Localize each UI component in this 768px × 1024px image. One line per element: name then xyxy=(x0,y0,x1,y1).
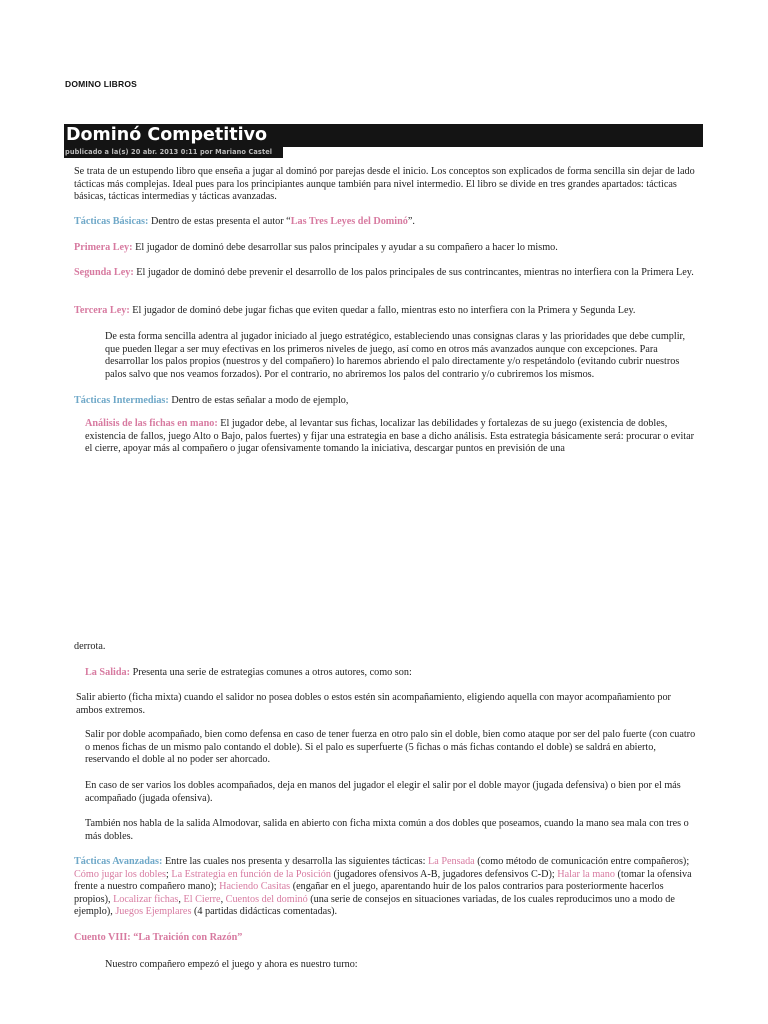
cuentos-domino-link[interactable]: Cuentos del dominó xyxy=(225,893,308,905)
intermediate-tactics-paragraph xyxy=(74,395,698,408)
salida-option-3: En caso de ser varios los dobles acompañados, deja en manos del jugador el elegir el salir por el doble mayor (jugada defensiva) o bien por el más acompañado (jugada ofensiva). xyxy=(85,780,681,804)
strategy-paragraph: De esta forma sencilla adentra al jugador iniciado al juego estratégico, estableciendo unas consignas claras y las prioridades que debe cumplir, que pueden llegar a ser muy efectivas en los primeros niveles de juego, así como en otros más avanzados aunque con excepciones. Para desarrollar los palos propios (nuestros y del compañero) lo haremos abriendo el palo directamente y/o respetándolo (evitando cubrir nuestros palos salvo que nos veamos forzados). Por el contrario, no abriremos los palos del contrario y/o cubriremos los mismos. xyxy=(105,331,686,380)
salida-text: Presenta una serie de estrategias comunes a otros autores, como son: xyxy=(130,667,412,678)
el-cierre-link[interactable]: El Cierre xyxy=(183,893,221,905)
intermediate-tactics-label: Tácticas Intermedias: xyxy=(74,395,169,406)
cuento-title: Cuento VIII: “La Traición con Razón” xyxy=(74,932,243,943)
estrategia-posicion-link[interactable]: La Estrategia en función de la Posición xyxy=(171,868,331,880)
intro-paragraph: Se trata de un estupendo libro que enseña a jugar al dominó por parejas desde el inicio. Los conceptos son explicados de forma sencilla sin dejar de lado tácticas más complejas. Ideal pues para los principiantes aunque también para nivel intermedio. El libro se divide en tres grandes apartados: tácticas básicas, tácticas intermedias y tácticas avanzadas. xyxy=(74,166,695,203)
third-law-text: El jugador de dominó debe jugar fichas que eviten quedar a fallo, mientras esto no interfiera con la Primera y Segunda Ley. xyxy=(129,305,636,316)
third-law-label: Tercera Ley: xyxy=(74,305,130,316)
cuento-heading xyxy=(74,932,698,945)
first-law-paragraph xyxy=(74,242,698,255)
derrota-text: derrota. xyxy=(74,641,106,652)
advanced-tactics-text-9: (una serie de consejos en situaciones variadas, de los cuales reproducimos uno a modo de ejemplo), xyxy=(74,893,675,918)
salida-option-1: Salir abierto (ficha mixta) cuando el salidor no posea dobles o estos estén sin acompañamiento, eligiendo aquella con mayor acompañamiento por ambos extremos. xyxy=(76,692,671,716)
basic-tactics-text: Dentro de estas presenta el autor “ xyxy=(148,216,291,227)
third-law-paragraph xyxy=(74,305,698,318)
haciendo-casitas-link[interactable]: Haciendo Casitas xyxy=(219,881,291,893)
como-jugar-dobles-link[interactable]: Cómo jugar los dobles xyxy=(74,868,166,880)
salida-option-4: También nos habla de la salida Almodovar, salida en abierto con ficha mixta común a dos dobles que poseamos, cuando la mano sea mala con tres o más dobles. xyxy=(85,818,689,842)
first-law-label: Primera Ley: xyxy=(74,242,133,253)
advanced-tactics-text-10: (4 partidas didácticas comentadas). xyxy=(191,906,338,918)
three-laws-link[interactable]: Las Tres Leyes del Dominó xyxy=(290,216,408,227)
basic-tactics-label: Tácticas Básicas: xyxy=(74,216,149,227)
salida-paragraph xyxy=(74,667,698,680)
intermediate-tactics-text: Dentro de estas señalar a modo de ejemplo, xyxy=(168,395,349,406)
advanced-tactics-text-3: ; xyxy=(165,868,172,880)
advanced-tactics-text-6: (engañar en el juego, aparentando huir de los palos contrarios para posteriormente hacerlos propios), xyxy=(74,881,664,905)
advanced-tactics-text-7: , xyxy=(178,893,184,905)
hand-analysis-label: Análisis de las fichas en mano: xyxy=(85,418,218,429)
juegos-ejemplares-link[interactable]: Juegos Ejemplares xyxy=(115,906,192,918)
advanced-tactics-text-8: , xyxy=(220,893,226,905)
first-law-text: El jugador de dominó debe desarrollar sus palos principales y ayudar a su compañero a hacer lo mismo. xyxy=(132,242,558,253)
site-label[interactable]: DOMINO LIBROS xyxy=(65,79,138,89)
hand-analysis-paragraph xyxy=(74,418,698,456)
localizar-fichas-link[interactable]: Localizar fichas xyxy=(113,893,179,905)
advanced-tactics-text-2: (como método de comunicación entre compañeros); xyxy=(474,856,690,867)
salida-option-2: Salir por doble acompañado, bien como defensa en caso de tener fuerza en otro palo sin el doble, bien como ataque por ser del palo fuerte (con cuatro o menos fichas de un mismo palo contando el doble). Si el palo es superfuerte (5 fichas o más fichas contando el doble) se saldrá en abierto, reservando el doble al no poder ser ahorcado. xyxy=(85,729,696,766)
page-title: Dominó Competitivo xyxy=(64,124,703,147)
cuento-text: Nuestro compañero empezó el juego y ahora es nuestro turno: xyxy=(105,959,358,970)
advanced-tactics-label: Tácticas Avanzadas: xyxy=(74,856,163,867)
advanced-tactics-text-1: Entre las cuales nos presenta y desarrolla las siguientes tácticas: xyxy=(162,856,429,867)
byline: publicado a la(s) 20 abr. 2013 0:11 por Mariano Castel xyxy=(64,147,283,158)
advanced-tactics-text-5: (tomar la ofensiva frente a nuestro compañero mano); xyxy=(74,868,692,893)
la-pensada-link[interactable]: La Pensada xyxy=(428,856,475,867)
second-law-paragraph xyxy=(74,267,698,280)
halar-mano-link[interactable]: Halar la mano xyxy=(557,868,615,880)
basic-tactics-paragraph xyxy=(74,216,698,229)
advanced-tactics-text-4: (jugadores ofensivos A-B, jugadores defensivos C-D); xyxy=(330,868,558,880)
second-law-text: El jugador de dominó debe prevenir el desarrollo de los palos principales de sus contrincantes, mientras no interfiera con la Primera Ley. xyxy=(133,267,694,278)
basic-tactics-end: ”. xyxy=(407,216,415,227)
second-law-label: Segunda Ley: xyxy=(74,267,134,278)
salida-label: La Salida: xyxy=(85,667,131,678)
hand-analysis-text: El jugador debe, al levantar sus fichas, localizar las debilidades y fortalezas de su juego (existencia de dobles, existencia de fallos, juego Alto o Bajo, palos fuertes) y fijar una estrategia en base a dicho análisis. Esta estrategia básicamente será: procurar o evitar el cierre, apoyar más al compañero o jugar ofensivamente tomando la iniciativa, descargar puntos en previsión de una xyxy=(85,418,695,455)
advanced-tactics-paragraph xyxy=(74,856,698,919)
